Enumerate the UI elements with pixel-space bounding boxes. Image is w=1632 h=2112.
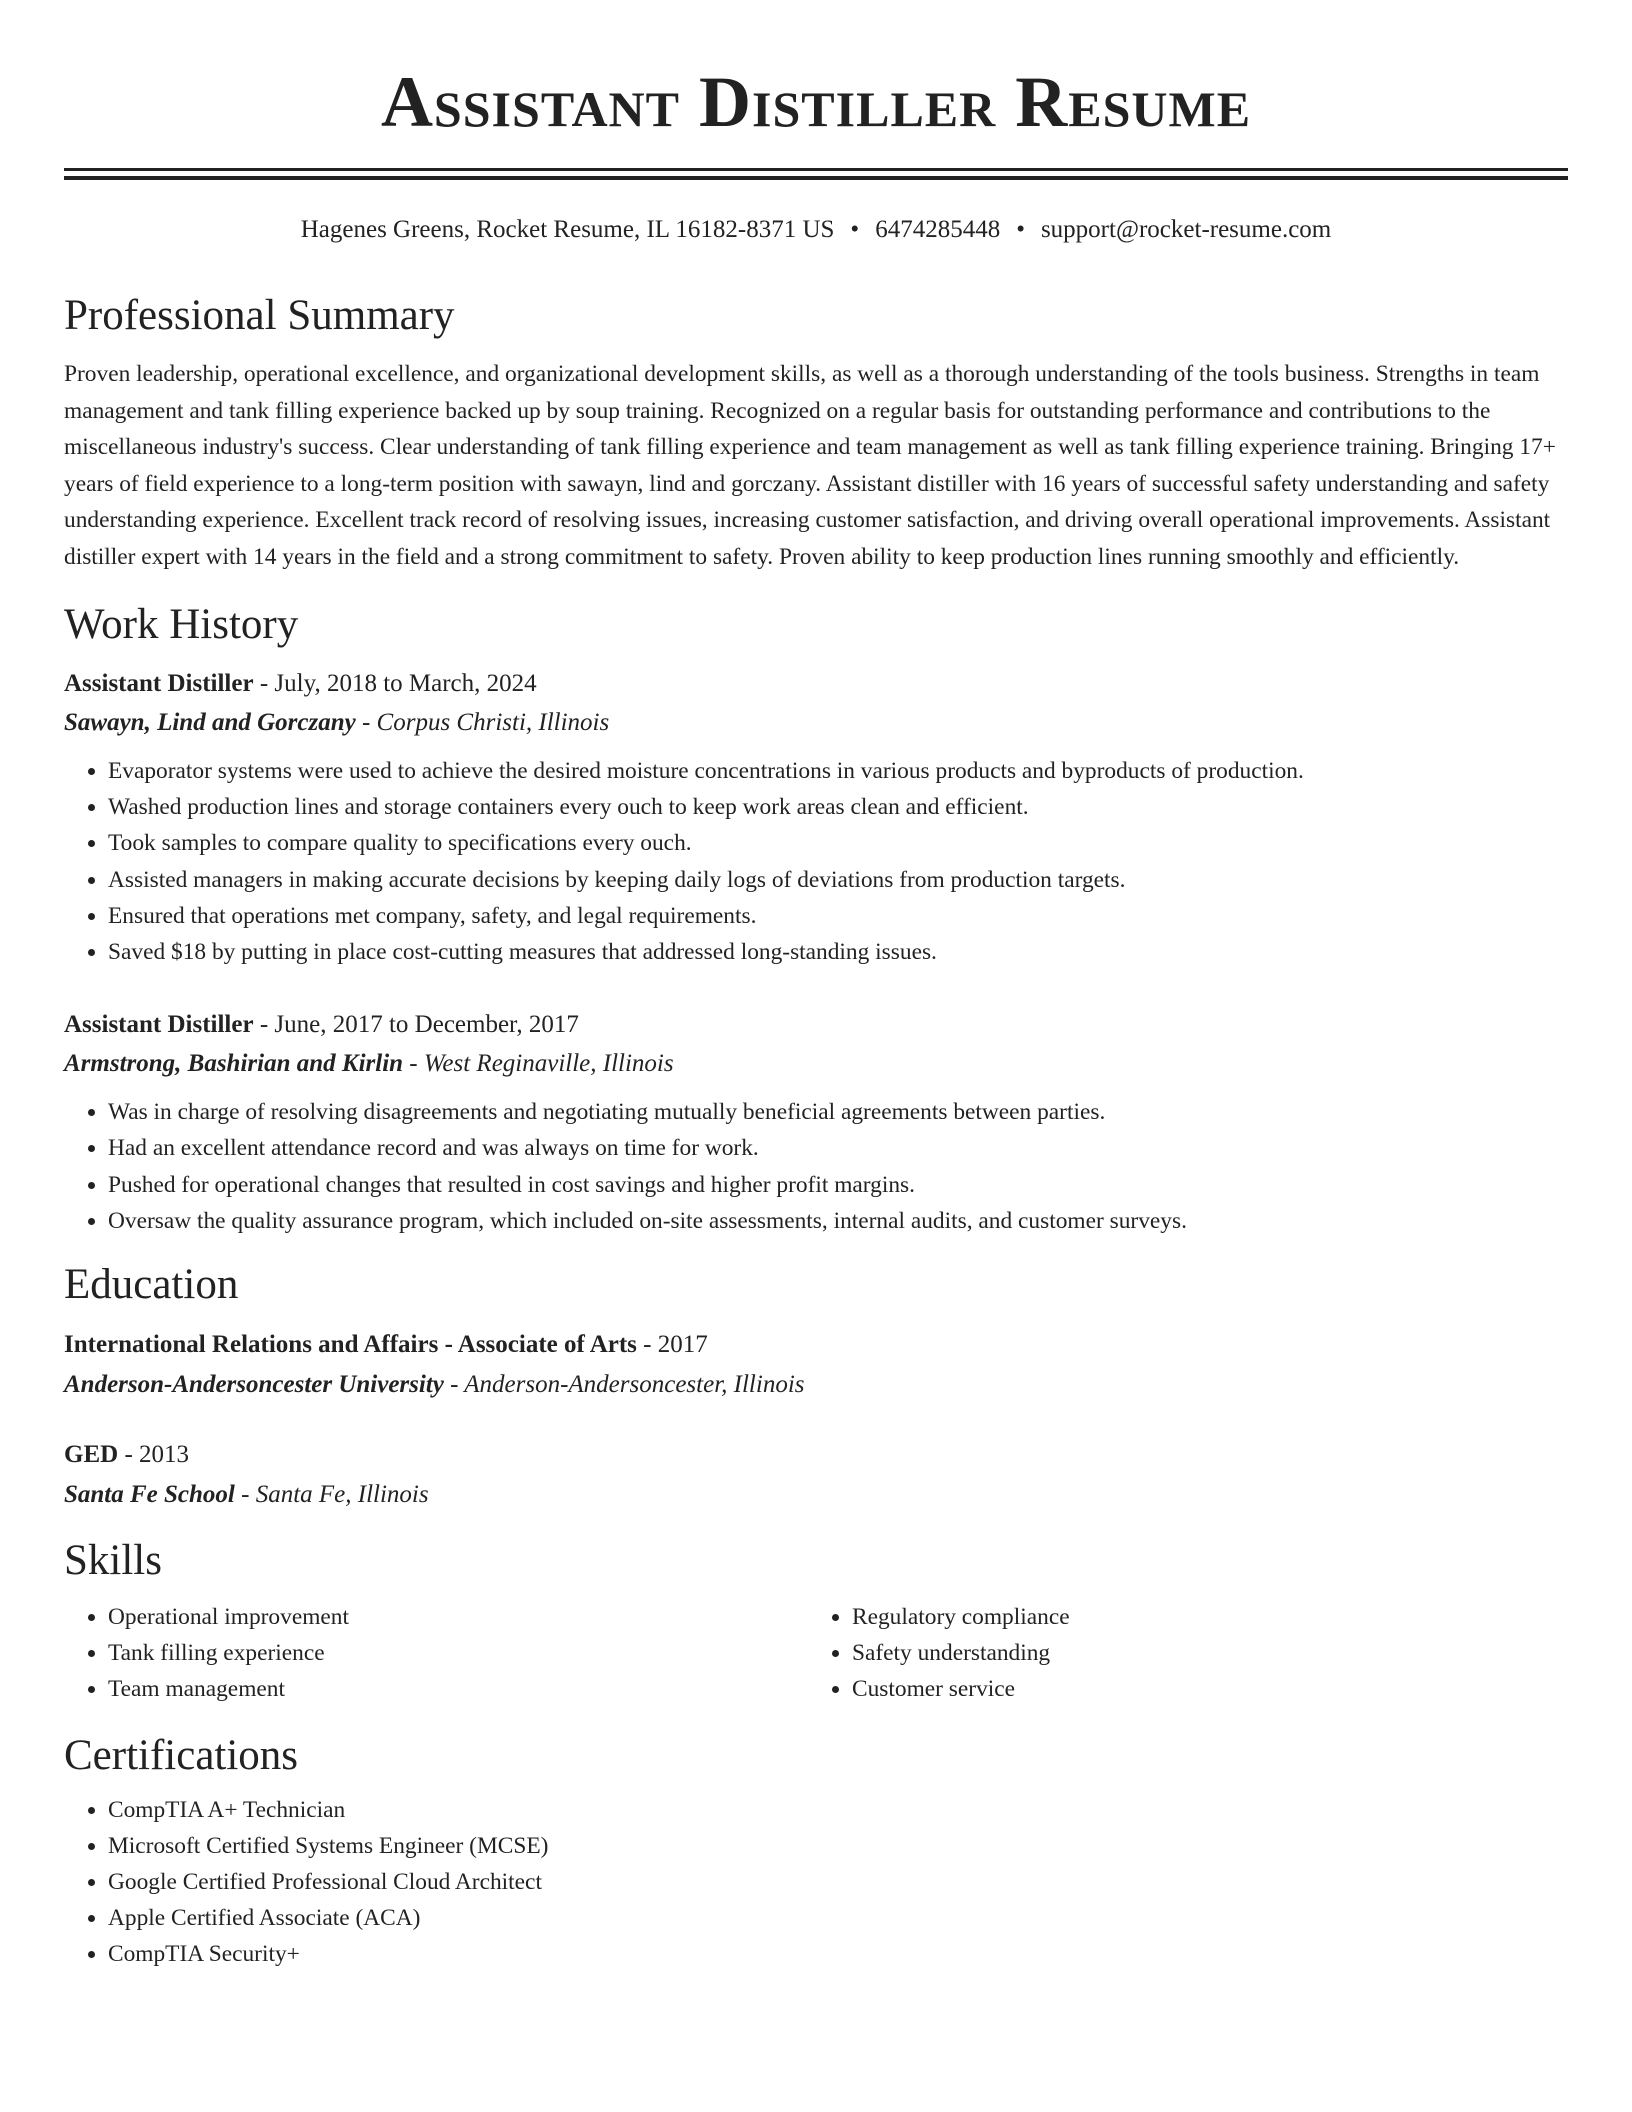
- education-school: Santa Fe School: [64, 1481, 235, 1509]
- job-title: Assistant Distiller: [64, 1011, 254, 1039]
- education-year: - 2013: [118, 1441, 190, 1469]
- certification-item: • Apple Certified Associate (ACA): [108, 1900, 1568, 1936]
- certification-item: • CompTIA Security+: [108, 1936, 1568, 1972]
- job-bullet-list: [64, 753, 1568, 970]
- education-degree: International Relations and Affairs - Associate of Arts: [64, 1331, 637, 1359]
- section-heading: Professional Summary: [64, 292, 455, 339]
- job-entry: [64, 665, 1568, 970]
- job-company: Sawayn, Lind and Gorczany: [64, 709, 356, 736]
- professional-summary-section: [64, 290, 1568, 575]
- work-history-section: [64, 599, 1568, 1239]
- skills-list-left: [64, 1599, 808, 1708]
- contact-separator: •: [850, 216, 860, 243]
- list-item: • Washed production lines and storage containers every ouch to keep work areas clean and efficient.: [108, 789, 1568, 825]
- contact-phone: 6474285448: [875, 216, 1001, 243]
- education-location: - Anderson-Andersoncester, Illinois: [443, 1371, 805, 1399]
- education-school-line: [64, 1365, 1568, 1405]
- education-year: - 2017: [636, 1331, 708, 1359]
- skills-list-right: [808, 1599, 1552, 1708]
- certification-item: • CompTIA A+ Technician: [108, 1792, 1568, 1828]
- contact-line: [64, 214, 1568, 246]
- education-location: - Santa Fe, Illinois: [234, 1481, 429, 1509]
- list-item: • Had an excellent attendance record and was always on time for work.: [108, 1130, 1568, 1166]
- list-item: • Pushed for operational changes that resulted in cost savings and higher profit margins.: [108, 1167, 1568, 1203]
- education-header: [64, 1435, 1568, 1475]
- skill-item: • Customer service: [852, 1671, 1552, 1707]
- list-item: • Took samples to compare quality to specifications every ouch.: [108, 825, 1568, 861]
- contact-address: Hagenes Greens, Rocket Resume, IL 16182-8371 US: [300, 216, 835, 243]
- certifications-section: [64, 1730, 1568, 1973]
- education-header: [64, 1325, 1568, 1365]
- job-dates: - July, 2018 to March, 2024: [253, 670, 537, 697]
- skills-section: [64, 1535, 1568, 1708]
- title-divider-top: [64, 168, 1568, 171]
- contact-email: support@rocket-resume.com: [1040, 216, 1332, 243]
- job-header: [64, 1006, 1568, 1044]
- education-school: Anderson-Andersoncester University: [64, 1371, 444, 1399]
- education-degree: GED: [64, 1441, 119, 1469]
- education-entry: [64, 1325, 1568, 1405]
- job-company-line: [64, 703, 1568, 743]
- list-item: • Saved $18 by putting in place cost-cutting measures that addressed long-standing issues.: [108, 934, 1568, 970]
- section-heading: Skills: [64, 1537, 162, 1585]
- list-item: • Was in charge of resolving disagreements and negotiating mutually beneficial agreements between parties.: [108, 1094, 1568, 1130]
- skill-item: • Regulatory compliance: [852, 1599, 1552, 1635]
- list-item: • Assisted managers in making accurate decisions by keeping daily logs of deviations from production targets.: [108, 862, 1568, 898]
- job-company-line: [64, 1044, 1568, 1084]
- certification-item: • Google Certified Professional Cloud Architect: [108, 1864, 1568, 1900]
- job-title: Assistant Distiller: [64, 670, 254, 697]
- education-section: [64, 1259, 1568, 1515]
- job-bullet-list: [64, 1094, 1568, 1239]
- job-location: - Corpus Christi, Illinois: [355, 709, 610, 736]
- list-item: • Evaporator systems were used to achieve the desired moisture concentrations in various products and byproducts of production.: [108, 753, 1568, 789]
- education-school-line: [64, 1475, 1568, 1515]
- skill-item: • Safety understanding: [852, 1635, 1552, 1671]
- resume-title: Assistant Distiller Resume: [380, 62, 1252, 142]
- skills-grid: [64, 1599, 1568, 1708]
- list-item: • Oversaw the quality assurance program, which included on-site assessments, internal audits, and customer surveys.: [108, 1203, 1568, 1239]
- contact-separator: •: [1016, 216, 1025, 243]
- certification-item: • Microsoft Certified Systems Engineer (MCSE): [108, 1828, 1568, 1864]
- title-divider-bottom: [64, 176, 1568, 180]
- summary-text: Proven leadership, operational excellence, and organizational development skills, as well as a thorough understanding of the tools business. Strengths in team management and tank filling experience backed up by soup training. Recognized on a regular basis for outstanding performance and contributions to the miscellaneous industry's success. Clear understanding of tank filling experience and team management as well as tank filling experience training. Bringing 17+ years of field experience to a long-term position with sawayn, lind and gorczany. Assistant distiller with 16 years of successful safety understanding and safety understanding experience. Excellent track record of resolving issues, increasing customer satisfaction, and driving overall operational improvements. Assistant distiller expert with 14 years in the field and a strong commitment to safety. Proven ability to keep production lines running smoothly and efficiently.: [64, 361, 1556, 570]
- job-header: [64, 665, 1568, 703]
- section-heading: Education: [64, 1261, 239, 1309]
- section-heading: Certifications: [64, 1731, 299, 1779]
- job-dates: - June, 2017 to December, 2017: [253, 1011, 579, 1039]
- skill-item: • Tank filling experience: [108, 1635, 808, 1671]
- job-entry: [64, 1006, 1568, 1239]
- certifications-list: [64, 1792, 1568, 1973]
- section-heading: Work History: [64, 601, 299, 648]
- job-company: Armstrong, Bashirian and Kirlin: [64, 1050, 404, 1078]
- job-location: - West Reginaville, Illinois: [403, 1050, 674, 1078]
- list-item: • Ensured that operations met company, safety, and legal requirements.: [108, 898, 1568, 934]
- education-entry: [64, 1435, 1568, 1515]
- skill-item: • Operational improvement: [108, 1599, 808, 1635]
- skill-item: • Team management: [108, 1671, 808, 1707]
